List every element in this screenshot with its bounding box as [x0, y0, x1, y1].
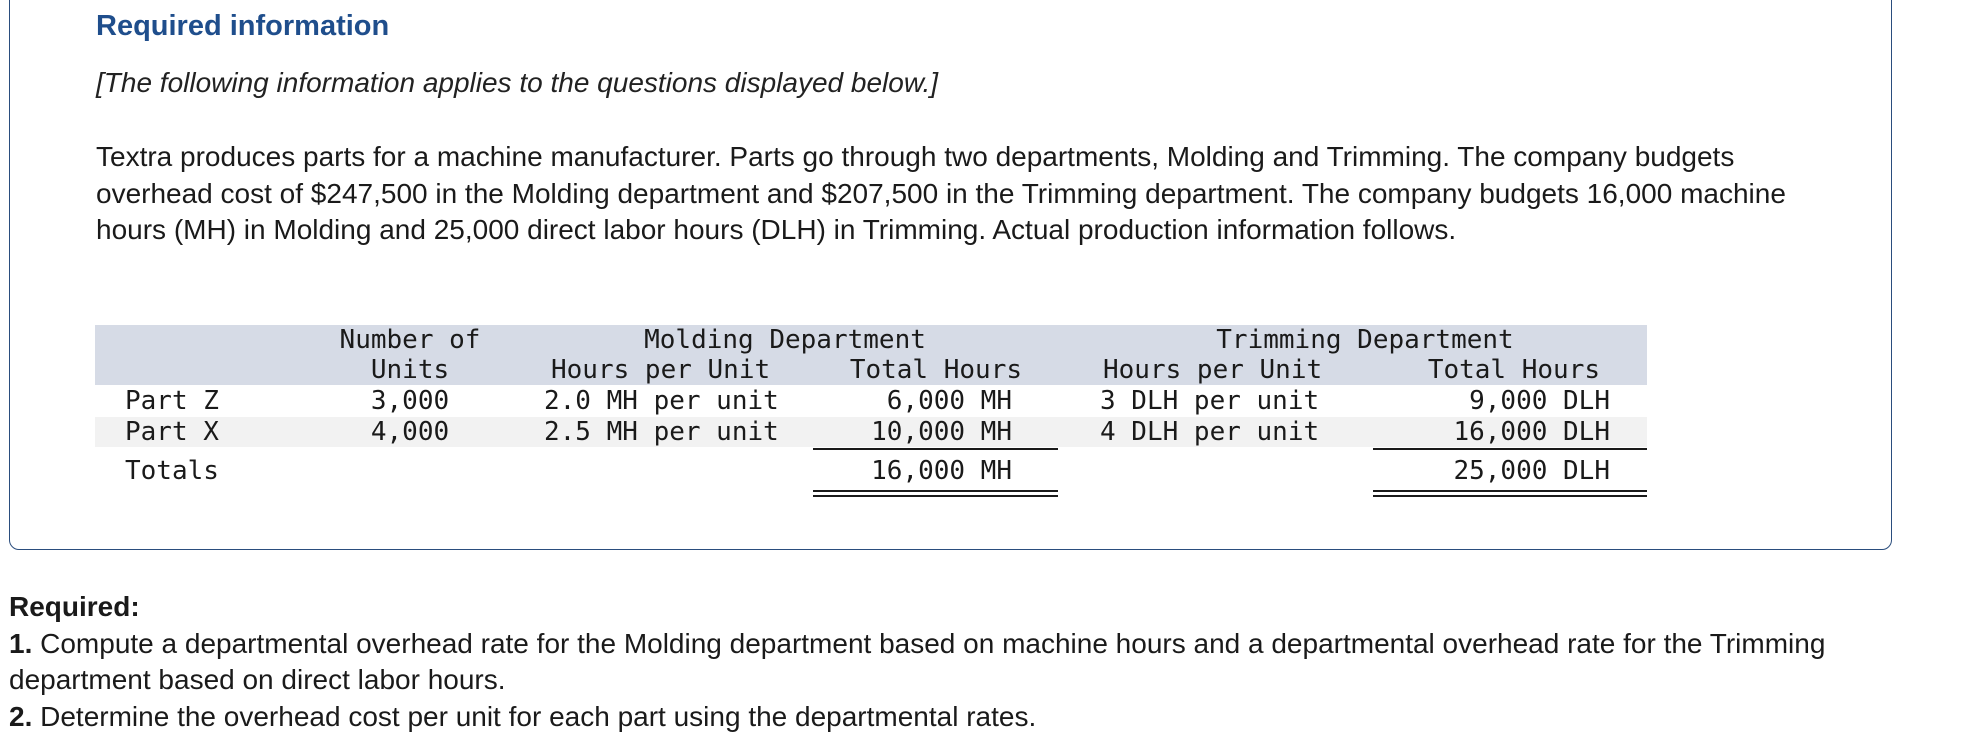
molding-subtotal-rule	[813, 448, 1058, 450]
row-molding-rate: 2.5 MH per unit	[544, 417, 779, 447]
applies-note: [The following information applies to the questions displayed below.]	[96, 67, 939, 98]
row-trimming-total: 16,000 DLH	[1453, 417, 1610, 447]
required-information-heading: Required information	[96, 10, 390, 42]
row-molding-total: 10,000 MH	[871, 417, 1012, 447]
molding-total-double-rule-bottom	[813, 495, 1058, 497]
trimming-subtotal-rule	[1373, 448, 1647, 450]
units-header-line1: Number of	[339, 325, 481, 355]
item-number: 2.	[9, 700, 33, 732]
molding-department-header: Molding Department	[644, 325, 926, 355]
row-trimming-total: 9,000 DLH	[1469, 386, 1610, 416]
row-label: Part X	[125, 417, 219, 447]
units-header-line2: Units	[370, 355, 450, 385]
required-item-1	[9, 626, 1949, 699]
molding-hours-per-unit-header: Hours per Unit	[551, 355, 771, 385]
item-text: Determine the overhead cost per unit for each part using the departmental rates.	[32, 700, 1037, 732]
row-units: 4,000	[370, 417, 450, 447]
trimming-hours-per-unit-header: Hours per Unit	[1103, 355, 1323, 385]
row-trimming-rate: 4 DLH per unit	[1100, 417, 1320, 447]
row-molding-total: 6,000 MH	[886, 386, 1012, 416]
item-number: 1.	[9, 627, 33, 659]
required-title: Required:	[9, 591, 140, 622]
required-section	[9, 589, 1949, 735]
intro-paragraph: Textra produces parts for a machine manufacturer. Parts go through two departments, Molding and Trimming. The company budgets overhead cost of $247,500 in the Molding department and $207,500 in the Trimming department. The company budgets 16,000 machine hours (MH) in Molding and 25,000 direct labor hours (DLH) in Trimming. Actual production information follows.	[96, 141, 1786, 245]
row-units: 3,000	[370, 386, 450, 416]
molding-total-double-rule-top	[813, 490, 1058, 492]
molding-total-hours-header: Total Hours	[849, 355, 1022, 385]
item-text: Compute a departmental overhead rate for the Molding department based on machine hours and a departmental overhead rate for the Trimming department based on direct labor hours.	[9, 627, 1826, 695]
totals-label: Totals	[125, 456, 219, 486]
trimming-total-double-rule-top	[1373, 490, 1647, 492]
row-label: Part Z	[125, 386, 219, 416]
required-item-2	[9, 699, 1949, 736]
row-trimming-rate: 3 DLH per unit	[1100, 386, 1320, 416]
row-molding-rate: 2.0 MH per unit	[544, 386, 779, 416]
trimming-grand-total: 25,000 DLH	[1453, 456, 1610, 486]
trimming-total-hours-header: Total Hours	[1427, 355, 1600, 385]
molding-grand-total: 16,000 MH	[871, 456, 1012, 486]
trimming-total-double-rule-bottom	[1373, 495, 1647, 497]
trimming-department-header: Trimming Department	[1216, 325, 1514, 355]
